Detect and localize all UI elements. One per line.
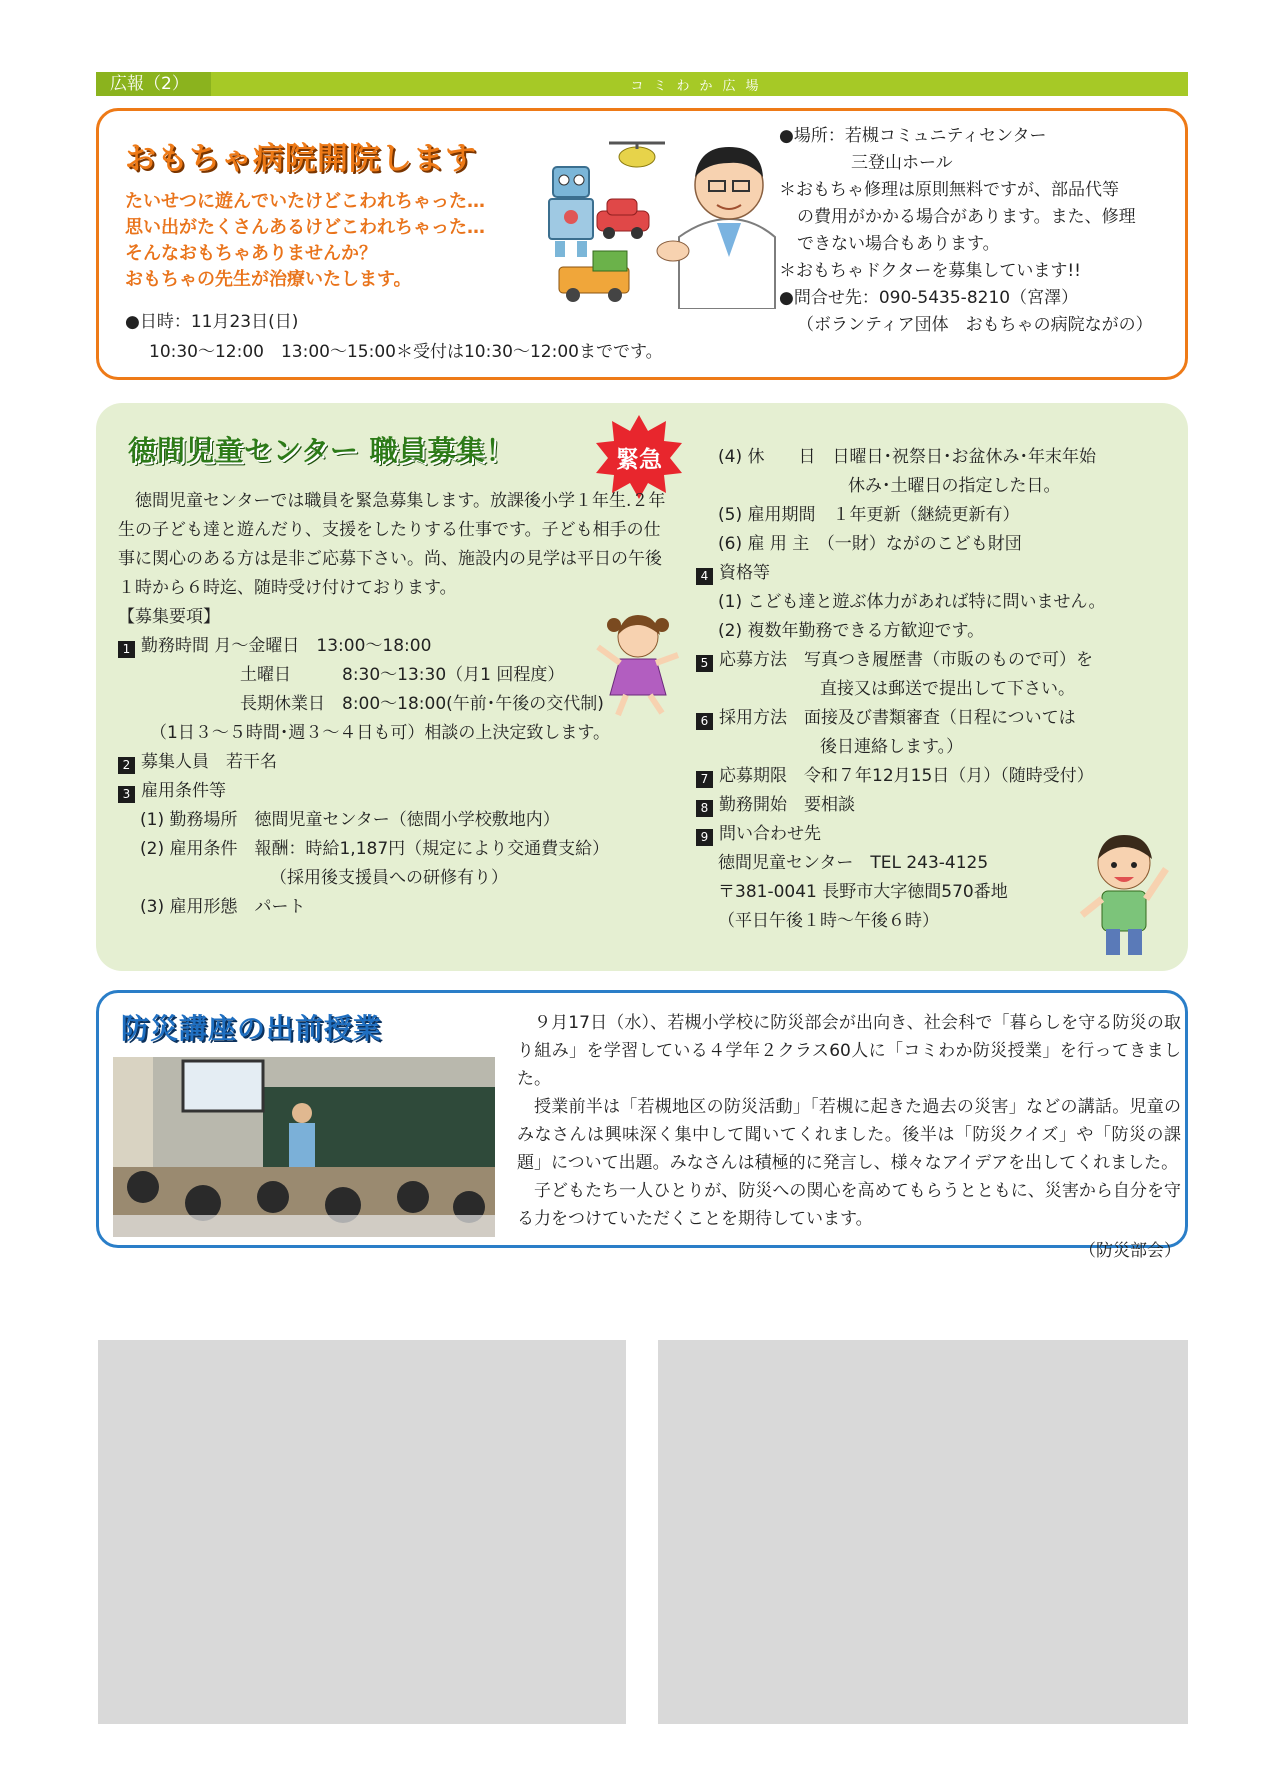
item-text: 採用方法 面接及び書類審査（日程については — [719, 708, 1076, 728]
item-6 — [696, 704, 1176, 733]
item-text: 資格等 — [719, 563, 770, 583]
ad-placeholder-right — [658, 1340, 1188, 1724]
disaster-class-article — [96, 990, 1188, 1261]
place-line: ●場所：若槻コミュニティセンター — [779, 126, 1047, 146]
robot-icon — [549, 167, 593, 257]
toy-car-icon — [597, 199, 649, 239]
toy-hospital-lead — [125, 189, 485, 293]
item-text: (4) 休 日 日曜日･祝祭日･お盆休み･年末年始 — [718, 447, 1096, 467]
urgent-label: 緊急 — [616, 446, 662, 473]
toy-train-icon — [559, 251, 629, 302]
toy-hospital-title: おもちゃ病院開院します — [125, 141, 477, 177]
number-badge: 6 — [696, 713, 713, 730]
lead-line: 思い出がたくさんあるけどこわれちゃった… — [125, 217, 485, 238]
number-badge: 9 — [696, 829, 713, 846]
item-text: 土曜日 8:30～13:30（月1 回程度） — [240, 665, 565, 685]
section-title: コミわか広場 — [630, 78, 769, 94]
ad-placeholder-left — [98, 1340, 626, 1724]
item-text: 直接又は郵送で提出して下さい。 — [820, 679, 1075, 699]
recruitment-article — [96, 403, 1188, 971]
item-text: 募集人員 若干名 — [141, 752, 277, 772]
item-text: 雇用条件等 — [141, 781, 226, 801]
item-text: 勤務開始 要相談 — [719, 795, 855, 815]
contact-line: （ボランティア団体 おもちゃの病院ながの） — [797, 315, 1153, 335]
number-badge: 7 — [696, 771, 713, 788]
item-text: (5) 雇用期間 １年更新（継続更新有） — [718, 505, 1020, 525]
item-text: (6) 雇 用 主 （一財）ながのこども財団 — [718, 534, 1022, 554]
toy-hospital-article — [96, 108, 1188, 380]
girl-illustration — [592, 611, 684, 717]
recruitment-intro: 徳間児童センターでは職員を緊急募集します。放課後小学１年生.２年生の子ども達と遊んだり、支援をしたりする仕事です。子ども相手の仕事に関心のある方は是非ご応募下さい。尚、施設内の見学は平日の午後１時から６時迄、随時受け付けております。 — [118, 491, 666, 598]
item-text: 勤務時間 月～金曜日 13:00～18:00 — [141, 636, 432, 656]
requirements-heading: 【募集要項】 — [118, 607, 220, 627]
item-text: (1) こども達と遊ぶ体力があれば特に問いません。 — [718, 592, 1106, 612]
page-number: 広報（2） — [96, 72, 211, 96]
disaster-class-body — [517, 1009, 1181, 1265]
item-text: 応募期限 令和７年12月15日（月）（随時受付） — [719, 766, 1094, 786]
helicopter-icon — [609, 143, 665, 167]
contact-line: （平日午後１時～午後６時） — [718, 911, 939, 931]
item-text: 問い合わせ先 — [719, 824, 821, 844]
item-text: (2) 複数年勤務できる方歓迎です。 — [718, 621, 985, 641]
note-line: ＊おもちゃ修理は原則無料ですが、部品代等 — [779, 180, 1119, 200]
number-badge: 8 — [696, 800, 713, 817]
classroom-photo — [113, 1057, 495, 1237]
item-text: 休み･土曜日の指定した日。 — [848, 476, 1061, 496]
contact-line: 〒381-0041 長野市大字徳間570番地 — [718, 882, 1008, 902]
signature: （防災部会） — [1079, 1241, 1181, 1261]
item-text: (2) 雇用条件 報酬：時給1,187円（規定により交通費支給） — [140, 839, 610, 859]
item-8 — [696, 791, 1176, 820]
paragraph: 子どもたち一人ひとりが、防災への関心を高めてもらうとともに、災害から自分を守る力をつけていただくことを期待しています。 — [517, 1181, 1181, 1229]
item-text: （採用後支援員への研修有り） — [270, 868, 508, 888]
doctor-figure — [657, 147, 775, 309]
item-text: (3) 雇用形態 パート — [140, 897, 306, 917]
boy-illustration — [1074, 829, 1174, 959]
toy-hospital-info — [779, 123, 1179, 339]
lead-line: たいせつに遊んでいたけどこわれちゃった… — [125, 191, 485, 212]
date-line: ●日時：11月23日(日) — [125, 312, 299, 332]
contact-line: 徳間児童センター TEL 243-4125 — [718, 853, 989, 873]
number-badge: 4 — [696, 568, 713, 585]
number-badge: 2 — [118, 757, 135, 774]
recruitment-title: 徳間児童センター 職員募集！ — [128, 434, 515, 467]
item-2 — [118, 748, 678, 777]
item-text: 長期休業日 8:00～18:00(午前･午後の交代制) — [240, 694, 604, 714]
toy-doctor-illustration — [539, 127, 779, 309]
item-3 — [118, 777, 678, 806]
time-line: 10:30～12:00 13:00～15:00＊受付は10:30～12:00までです。 — [149, 342, 663, 362]
item-text: 後日連絡します。） — [820, 737, 964, 757]
item-text: 応募方法 写真つき履歴書（市販のもので可）を — [719, 650, 1093, 670]
contact-line: ●問合せ先：090-5435-8210（宮澤） — [779, 288, 1079, 308]
item-5 — [696, 646, 1176, 675]
note-line: の費用がかかる場合があります。また、修理 — [797, 207, 1136, 227]
item-7 — [696, 762, 1176, 791]
number-badge: 5 — [696, 655, 713, 672]
number-badge: 3 — [118, 786, 135, 803]
paragraph: 授業前半は「若槻地区の防災活動」「若槻に起きた過去の災害」などの講話。児童のみなさんは興味深く集中して聞いてくれました。後半は「防災クイズ」や「防災の課題」について出題。みなさんは積極的に発言し、様々なアイデアを出してくれました。 — [517, 1097, 1181, 1173]
lead-line: おもちゃの先生が治療いたします。 — [125, 269, 412, 290]
page-header — [96, 72, 1188, 96]
lead-line: そんなおもちゃありませんか？ — [125, 243, 377, 264]
item-text: （1日３～５時間･週３～４日も可）相談の上決定致します。 — [150, 723, 610, 743]
note-line: できない場合もあります。 — [797, 234, 1000, 254]
toy-hospital-schedule — [125, 307, 663, 367]
paragraph: ９月17日（水）、若槻小学校に防災部会が出向き、社会科で「暮らしを守る防災の取り組み」を学習している４学年２クラス60人に「コミわか防災授業」を行ってきました。 — [517, 1013, 1181, 1089]
note-line: ＊おもちゃドクターを募集しています!! — [779, 261, 1081, 281]
number-badge: 1 — [118, 641, 135, 658]
item-text: (1) 勤務場所 徳間児童センター（徳間小学校敷地内） — [140, 810, 560, 830]
disaster-class-title: 防災講座の出前授業 — [121, 1012, 383, 1045]
place-line: 三登山ホール — [851, 153, 953, 173]
item-4 — [696, 559, 1176, 588]
